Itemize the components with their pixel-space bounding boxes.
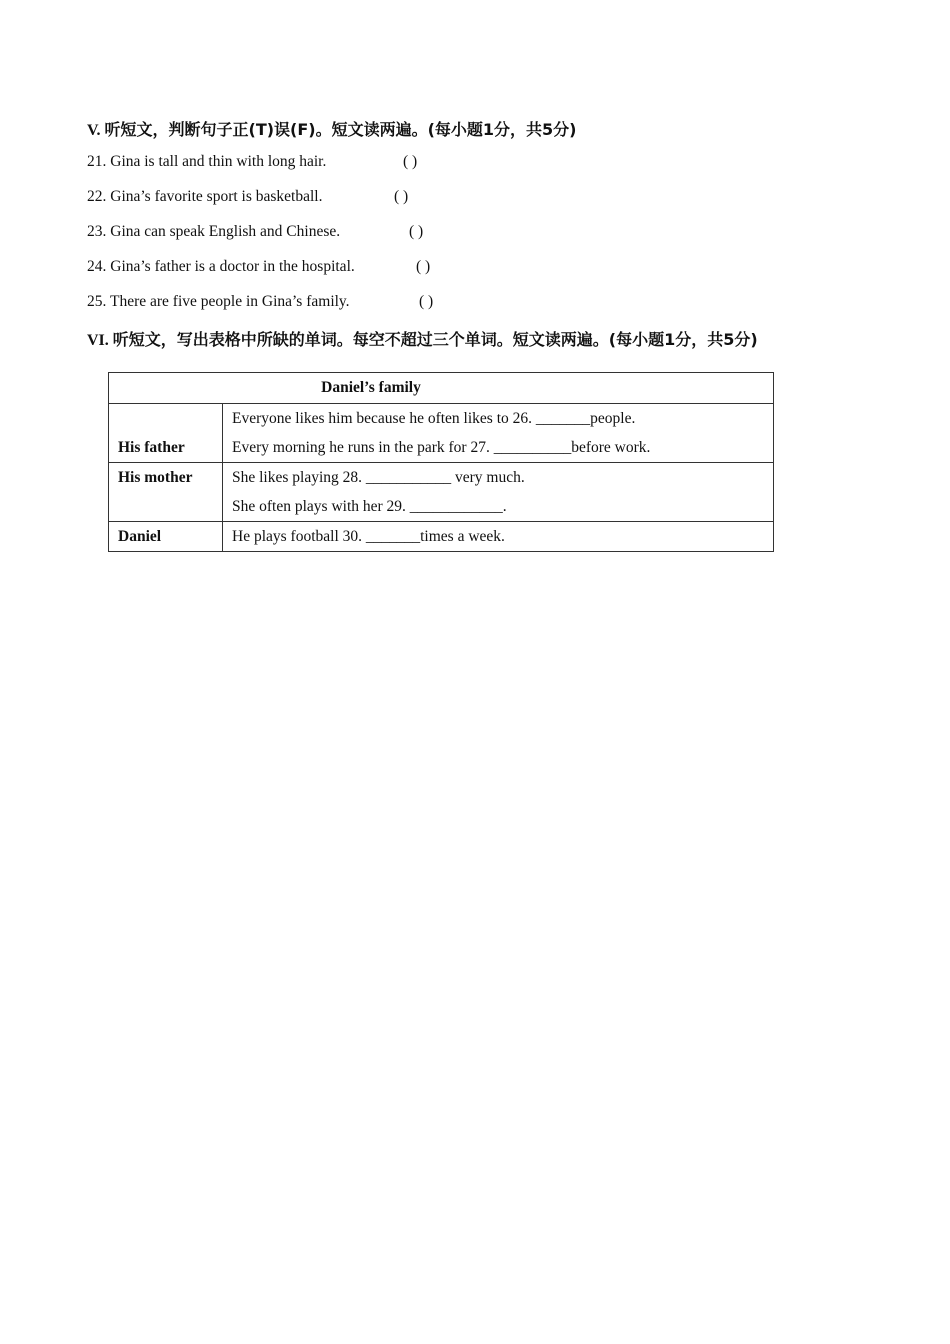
answer-blank-24[interactable]: ( ) — [416, 258, 431, 275]
table-row — [109, 522, 774, 552]
row-label-text: Daniel — [118, 528, 162, 545]
section-5-heading — [87, 117, 577, 140]
question-24: 24. Gina’s father is a doctor in the hospital. — [87, 258, 355, 275]
row-content-daniel — [223, 522, 774, 552]
fill-in-line-29[interactable]: She often plays with her 29. ____________. — [232, 498, 507, 515]
section-6-heading — [87, 327, 758, 350]
daniels-family-table — [108, 372, 774, 552]
row-label-text: His mother — [118, 469, 193, 486]
table-title-row — [109, 373, 774, 404]
table-row — [109, 463, 774, 522]
section-5-instructions: 听短文，判断句子正(T)误(F)。短文读两遍。(每小题1分，共5分) — [104, 120, 577, 139]
row-label-mother — [109, 463, 223, 522]
row-content-mother — [223, 463, 774, 522]
question-25: 25. There are five people in Gina’s family. — [87, 293, 350, 310]
question-21: 21. Gina is tall and thin with long hair. — [87, 153, 327, 170]
row-label-father — [109, 404, 223, 463]
question-23: 23. Gina can speak English and Chinese. — [87, 223, 341, 240]
fill-in-line-28[interactable]: She likes playing 28. ___________ very much. — [232, 469, 525, 486]
row-label-daniel — [109, 522, 223, 552]
answer-blank-22[interactable]: ( ) — [394, 188, 409, 205]
fill-in-line-26[interactable]: Everyone likes him because he often likes to 26. _______people. — [232, 410, 636, 427]
table-row — [109, 404, 774, 463]
row-label-text: His father — [118, 439, 185, 456]
fill-in-line-30[interactable]: He plays football 30. _______times a week. — [232, 528, 505, 545]
section-6-number: VI. — [87, 332, 109, 349]
fill-in-line-27[interactable]: Every morning he runs in the park for 27. __________before work. — [232, 439, 651, 456]
row-content-father — [223, 404, 774, 463]
answer-blank-23[interactable]: ( ) — [409, 223, 424, 240]
table-title: Daniel’s family — [109, 373, 774, 404]
answer-blank-25[interactable]: ( ) — [419, 293, 434, 310]
question-22: 22. Gina’s favorite sport is basketball. — [87, 188, 323, 205]
answer-blank-21[interactable]: ( ) — [403, 153, 418, 170]
section-5-number: V. — [87, 122, 101, 139]
section-6-instructions: 听短文，写出表格中所缺的单词。每空不超过三个单词。短文读两遍。(每小题1分，共5分) — [112, 330, 758, 349]
